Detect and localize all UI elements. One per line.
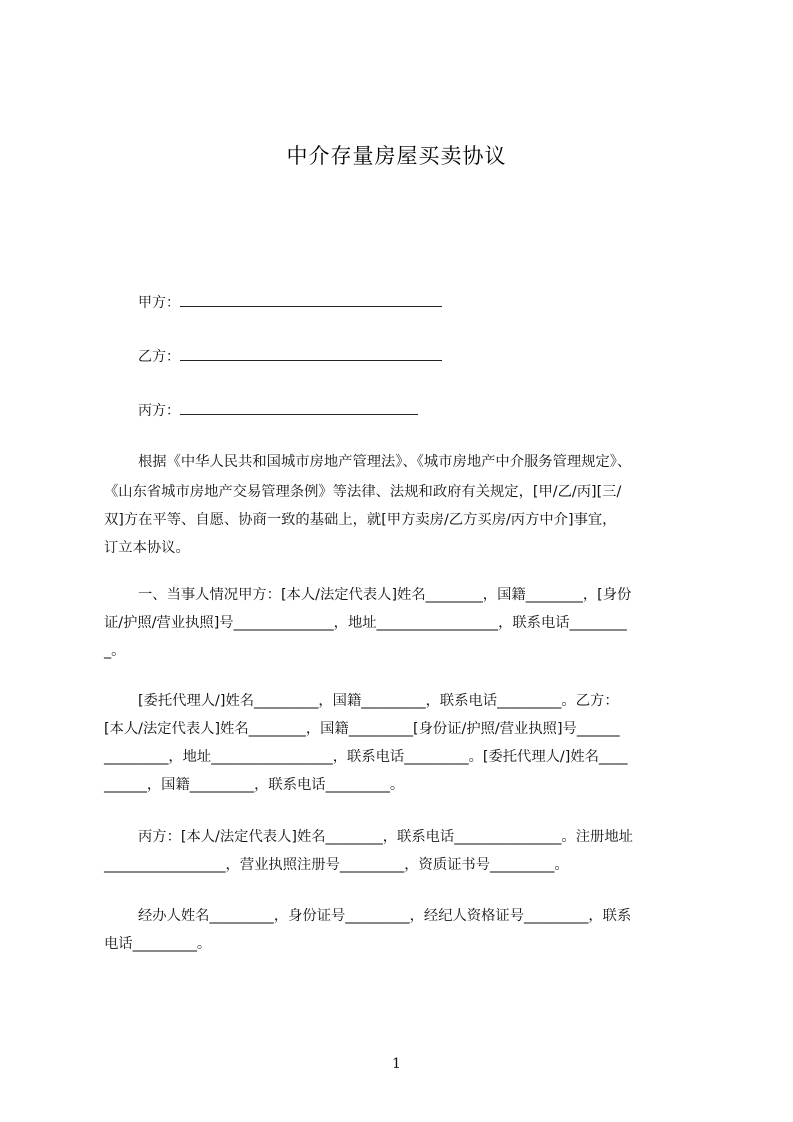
section1-line: 一、当事人情况甲方：[本人/法定代表人]姓名________，国籍________，[身份	[138, 587, 632, 603]
document-title: 中介存量房屋买卖协议	[286, 144, 507, 168]
section2-line: ______，国籍_________，联系电话_________。	[104, 777, 405, 793]
party-c-blank	[180, 399, 418, 415]
preamble-line: 根据《中华人民共和国城市房地产管理法》、《城市房地产中介服务管理规定》、	[138, 454, 632, 470]
party-b-blank	[180, 345, 442, 361]
party-b-label: 乙方：	[138, 349, 180, 365]
section2-line: [委托代理人/]姓名_________，国籍_________，联系电话_________。乙方：	[138, 693, 619, 709]
section4-line: 电话_________。	[104, 936, 212, 952]
section2-line: [本人/法定代表人]姓名________，国籍_________[身份证/护照/营业执照]号______	[104, 721, 620, 737]
section2-line: _________，地址_________________，联系电话_________。[委托代理人/]姓名____	[104, 749, 628, 765]
party-a-blank	[180, 291, 442, 307]
section3-line: 丙方：[本人/法定代表人]姓名________，联系电话_______________。注册地址	[138, 829, 633, 845]
party-c-label: 丙方：	[138, 403, 180, 419]
section1-line: _。	[104, 643, 126, 659]
section4-line: 经办人姓名_________，身份证号_________，经纪人资格证号_________，联系	[138, 908, 632, 924]
party-a-label: 甲方：	[138, 295, 180, 311]
party-b-line	[138, 345, 442, 366]
preamble-line: 双]方在平等、自愿、协商一致的基础上，就[甲方卖房/乙方买房/丙方中介]事宜，	[104, 512, 617, 528]
section1-line: 证/护照/营业执照]号______________，地址_________________，联系电话________	[104, 615, 627, 631]
page-number: 1	[392, 1056, 401, 1072]
section3-line: _________________，营业执照注册号_________，资质证书号_________。	[104, 857, 569, 873]
preamble-line: 《山东省城市房地产交易管理条例》等法律、法规和政府有关规定，[甲/乙/丙][三/	[104, 484, 622, 500]
party-c-line	[138, 399, 418, 420]
preamble-line: 订立本协议。	[104, 540, 190, 556]
party-a-line	[138, 291, 442, 312]
